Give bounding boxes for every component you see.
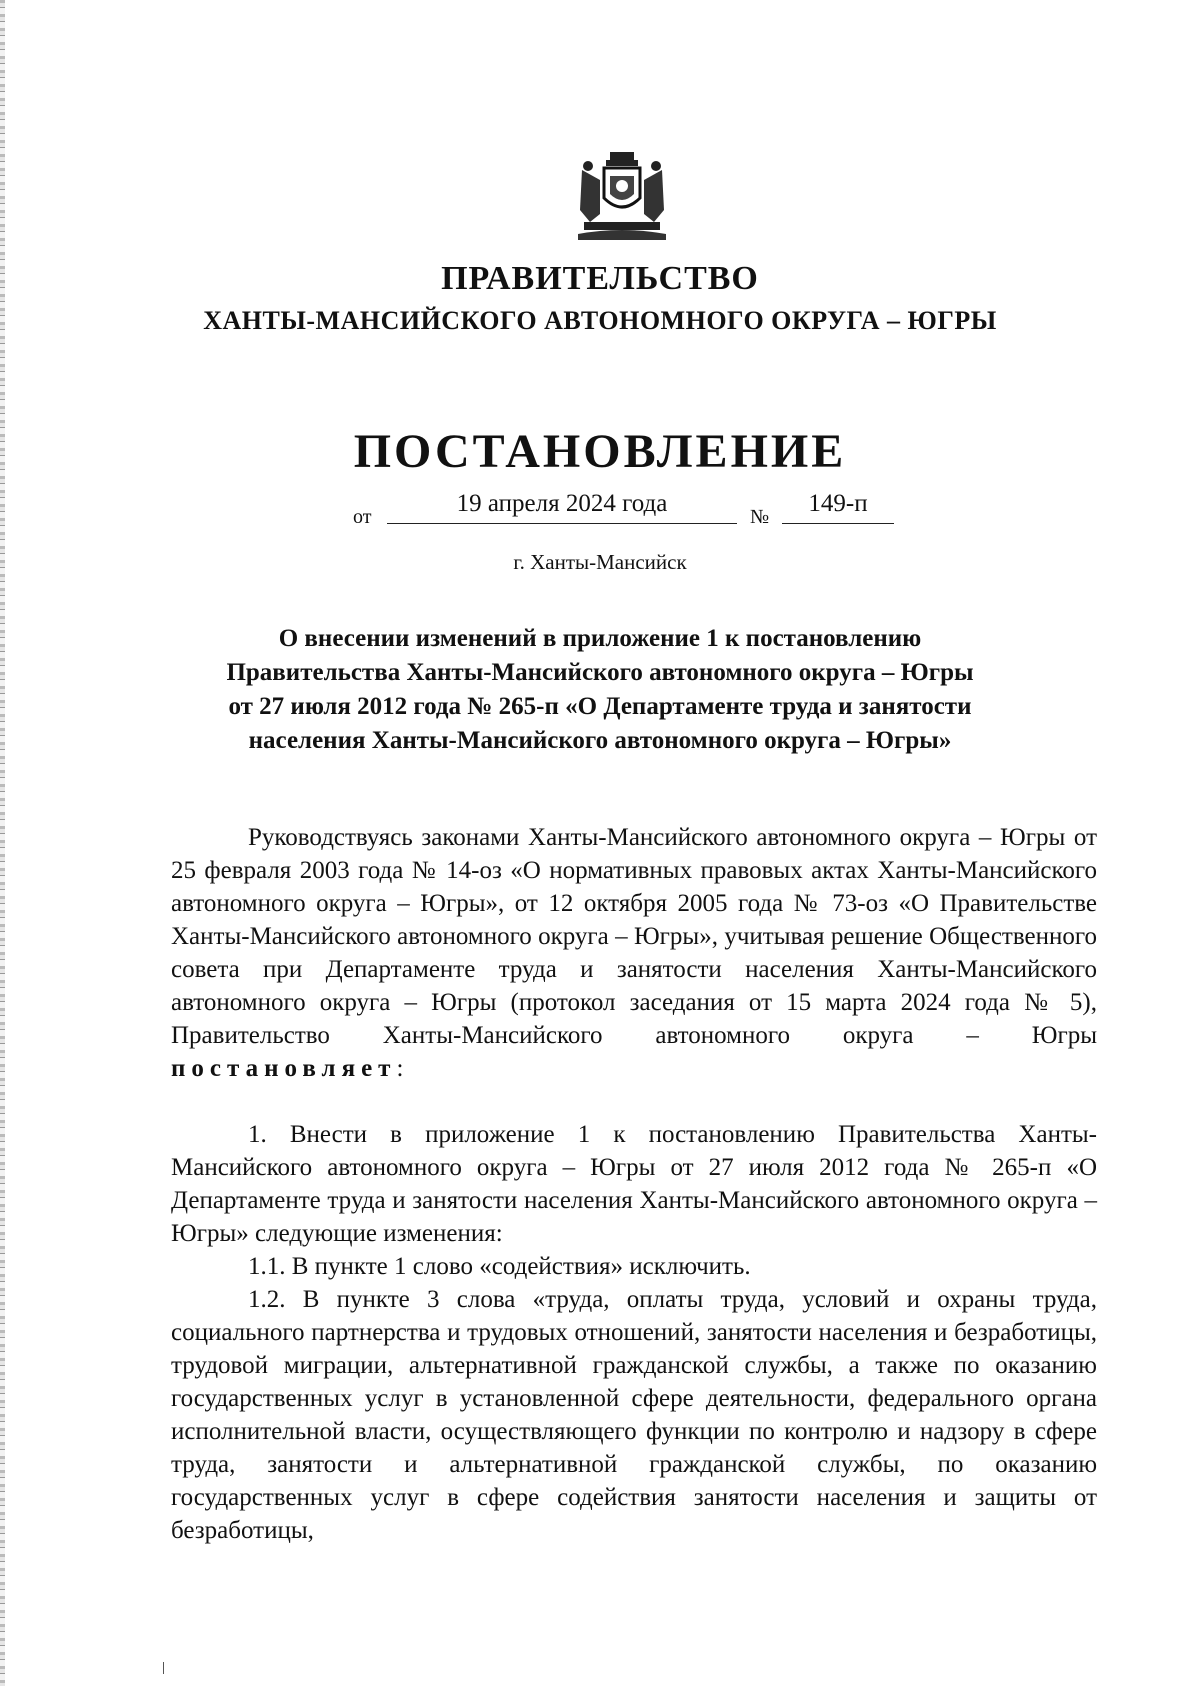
number-prefix: №	[750, 506, 770, 528]
item-1-2-paragraph: 1.2. В пункте 3 слова «труда, оплаты труда, условий и охраны труда, социального партнерства и трудовых отношений, занятости населения и безработицы, трудовой миграции, альтернативной гражданской службы, а также по оказанию государственных услуг в установленной сфере деятельности, федерального органа исполнительной власти, осуществляющего функции по контролю и надзору в сфере труда, занятости и альтернативной гражданской службы, по оказанию государственных услуг в сфере содействия занятости населения и защиты от безработицы,	[171, 1286, 1097, 1544]
resolves-colon: :	[396, 1055, 404, 1082]
subject-line-1: О внесении изменений в приложение 1 к постановлению	[278, 625, 922, 652]
date-prefix: от	[353, 506, 372, 528]
subject-line-2: Правительства Ханты-Мансийского автономного округа – Югры	[226, 659, 974, 686]
item-1-1-paragraph: 1.1. В пункте 1 слово «содействия» исключить.	[248, 1253, 751, 1280]
document-number: 149-п	[808, 490, 868, 517]
document-date: 19 апреля 2024 года	[456, 490, 668, 517]
preamble-text: Руководствуясь законами Ханты-Мансийского автономного округа – Югры от 25 февраля 2003 года № 14-оз «О нормативных правовых актах Ханты-Мансийского автономного округа – Югры», от 12 октября 2005 года № 73-оз «О Правительстве Ханты-Мансийского автономного округа – Югры», учитывая решение Общественного совета при Департаменте труда и занятости населения Ханты-Мансийского автономного округа – Югры (протокол заседания от 15 марта 2024 года № 5), Правительство Ханты-Мансийского автономного округа – Югры	[171, 824, 1097, 1049]
preamble-paragraph	[171, 821, 1097, 1085]
scan-edge-artifact	[0, 0, 5, 1686]
document-type: ПОСТАНОВЛЕНИЕ	[353, 425, 847, 478]
region-title: ХАНТЫ-МАНСИЙСКОГО АВТОНОМНОГО ОКРУГА – ЮГРЫ	[203, 306, 997, 335]
subject-line-4: населения Ханты-Мансийского автономного округа – Югры»	[248, 727, 952, 754]
government-title: ПРАВИТЕЛЬСТВО	[441, 260, 759, 297]
city-label: г. Ханты-Мансийск	[513, 550, 687, 574]
scan-mark	[163, 1662, 164, 1674]
coat-of-arms-icon	[570, 150, 674, 242]
item-1-paragraph: 1. Внести в приложение 1 к постановлению Правительства Ханты-Мансийского автономного округа – Югры от 27 июля 2012 года № 265-п «О Департаменте труда и занятости населения Ханты-Мансийского автономного округа – Югры» следующие изменения:	[171, 1121, 1097, 1247]
number-underline	[782, 523, 894, 524]
document-subject	[0, 622, 1200, 758]
subject-line-3: от 27 июля 2012 года № 265-п «О Департаменте труда и занятости	[228, 693, 972, 720]
date-underline	[387, 523, 737, 524]
resolves-word: постановляет	[171, 1055, 397, 1082]
